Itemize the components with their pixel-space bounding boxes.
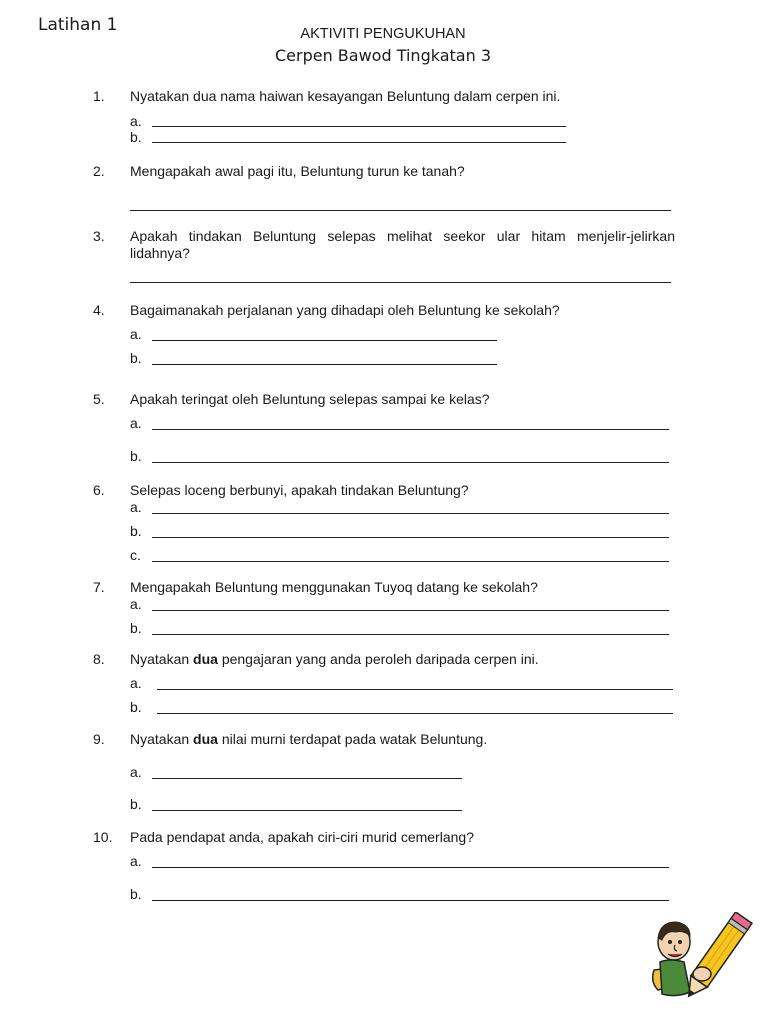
answer-line[interactable] <box>152 364 497 365</box>
question-text-post: nilai murni terdapat pada watak Beluntung. <box>217 731 488 747</box>
question-text-pre: Nyatakan <box>130 651 194 667</box>
question-text <box>130 228 675 262</box>
question-text <box>130 731 487 748</box>
answer-letter: a. <box>130 415 142 431</box>
question-text: Selepas loceng berbunyi, apakah tindakan Beluntung? <box>130 482 469 498</box>
question-text: Nyatakan dua nama haiwan kesayangan Beluntung dalam cerpen ini. <box>130 88 561 104</box>
answer-line[interactable] <box>152 537 669 538</box>
question-text: Mengapakah awal pagi itu, Beluntung turun ke tanah? <box>130 163 465 179</box>
question-text: Apakah teringat oleh Beluntung selepas sampai ke kelas? <box>130 391 490 407</box>
answer-line[interactable] <box>152 810 462 811</box>
answer-letter: a. <box>130 596 142 612</box>
answer-letter: b. <box>130 699 142 715</box>
answer-letter: a. <box>130 675 142 691</box>
question-text-pre: Nyatakan <box>130 731 194 747</box>
answer-letter: b. <box>130 620 142 636</box>
answer-letter: a. <box>130 499 142 515</box>
question-number: 10. <box>93 829 113 845</box>
answer-line[interactable] <box>152 867 669 868</box>
answer-letter: a. <box>130 853 142 869</box>
question-text <box>130 651 539 668</box>
answer-letter: a. <box>130 326 142 342</box>
answer-letter: b. <box>130 448 142 464</box>
answer-line[interactable] <box>157 689 673 690</box>
question-number: 6. <box>93 482 105 498</box>
question-number: 8. <box>93 651 105 667</box>
question-number: 3. <box>93 228 105 244</box>
answer-line[interactable] <box>152 513 669 514</box>
question-number: 9. <box>93 731 105 747</box>
question-number: 1. <box>93 88 105 104</box>
question-text-line: Apakah tindakan Beluntung selepas melihat seekor ular hitam menjelir-jelirkan <box>130 228 675 244</box>
answer-letter: c. <box>130 547 141 563</box>
answer-line[interactable] <box>152 778 462 779</box>
answer-letter: b. <box>130 796 142 812</box>
question-text-emphasis: dua <box>193 651 218 667</box>
answer-line[interactable] <box>152 142 566 143</box>
answer-line[interactable] <box>152 610 669 611</box>
question-number: 2. <box>93 163 105 179</box>
question-text: Pada pendapat anda, apakah ciri-ciri murid cemerlang? <box>130 829 474 845</box>
question-number: 5. <box>93 391 105 407</box>
answer-line[interactable] <box>152 634 669 635</box>
answer-line[interactable] <box>130 282 671 283</box>
exercise-label: Latihan 1 <box>38 15 118 35</box>
answer-line[interactable] <box>152 126 566 127</box>
answer-line[interactable] <box>152 340 497 341</box>
answer-line[interactable] <box>152 429 669 430</box>
answer-letter: b. <box>130 350 142 366</box>
answer-letter: a. <box>130 113 142 129</box>
answer-line[interactable] <box>152 900 669 901</box>
pencil-character-icon <box>640 912 760 1012</box>
question-text-post: pengajaran yang anda peroleh daripada cerpen ini. <box>217 651 539 667</box>
answer-line[interactable] <box>157 713 673 714</box>
question-text-emphasis: dua <box>193 731 218 747</box>
question-number: 7. <box>93 579 105 595</box>
answer-letter: a. <box>130 764 142 780</box>
worksheet-title: AKTIVITI PENGUKUHAN <box>300 26 466 42</box>
answer-line[interactable] <box>152 462 669 463</box>
question-number: 4. <box>93 302 105 318</box>
question-text: Bagaimanakah perjalanan yang dihadapi oleh Beluntung ke sekolah? <box>130 302 560 318</box>
answer-line[interactable] <box>152 561 669 562</box>
answer-letter: b. <box>130 129 142 145</box>
answer-letter: b. <box>130 886 142 902</box>
answer-line[interactable] <box>130 210 671 211</box>
worksheet-subtitle: Cerpen Bawod Tingkatan 3 <box>274 46 491 65</box>
answer-letter: b. <box>130 523 142 539</box>
question-text: Mengapakah Beluntung menggunakan Tuyoq datang ke sekolah? <box>130 579 538 595</box>
question-text-line: lidahnya? <box>130 245 190 261</box>
